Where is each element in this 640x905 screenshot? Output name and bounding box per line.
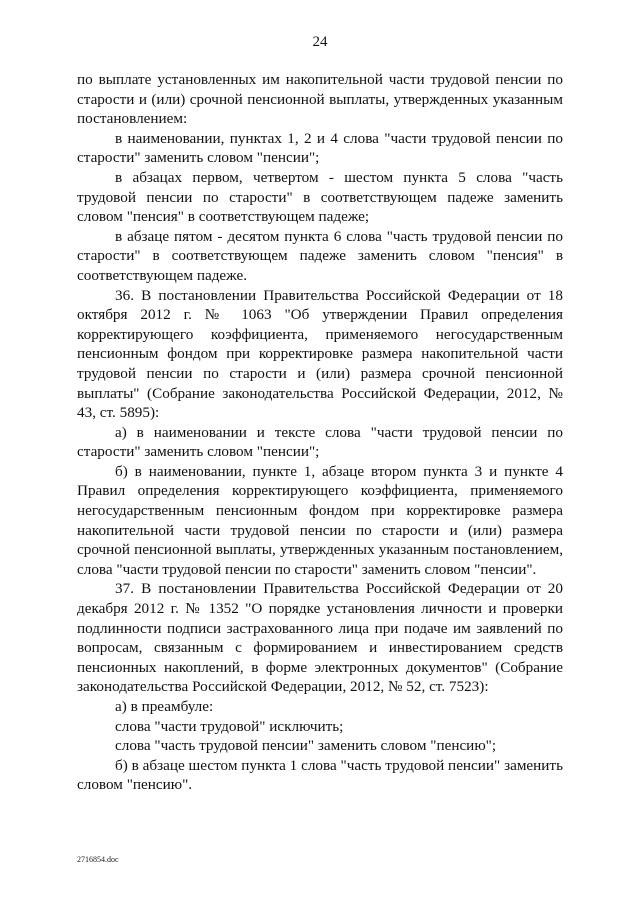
paragraph: слова "часть трудовой пенсии" заменить словом "пенсию"; bbox=[115, 737, 497, 755]
paragraph: по выплате установленных им накопительной части трудовой пенсии по старости и (или) срочной пенсионной выплаты, утвержденных указанным постановлением: bbox=[77, 71, 563, 128]
document-file-code: 2716854.doc bbox=[77, 855, 119, 864]
paragraph: а) в преамбуле: bbox=[115, 698, 214, 715]
paragraph: в наименовании, пунктах 1, 2 и 4 слова "части трудовой пенсии по старости" заменить словом "пенсии"; bbox=[77, 129, 563, 167]
paragraph: 37. В постановлении Правительства Российской Федерации от 20 декабря 2012 г. № 1352 "О порядке установления личности и проверки подлинности подписи застрахованного лица при подаче им заявлений по вопросам, связанным с формированием и инвестированием средств пенсионных накоплений, в форме электронных документов" (Собрание законодательства Российской Федерации, 2012, № 52, ст. 7523): bbox=[77, 580, 563, 696]
paragraph: а) в наименовании и тексте слова "части трудовой пенсии по старости" заменить словом "пенсии"; bbox=[77, 423, 563, 461]
paragraph: 36. В постановлении Правительства Российской Федерации от 18 октября 2012 г. № 1063 "Об утверждении Правил определения корректирующего коэффициента, применяемого негосударственным пенсионным фондом при корректировке размера накопительной части трудовой пенсии по старости и (или) размера срочной пенсионной выплаты" (Собрание законодательства Российской Федерации, 2012, № 43, ст. 5895): bbox=[77, 286, 563, 422]
paragraph: б) в наименовании, пункте 1, абзаце втором пункта 3 и пункте 4 Правил определения корректирующего коэффициента, применяемого негосударственным пенсионным фондом при корректировке размера накопительной части трудовой пенсии по старости и (или) размера срочной пенсионной выплаты, утвержденных указанным постановлением, слова "части трудовой пенсии по старости" заменить словом "пенсии". bbox=[77, 462, 563, 578]
page-number: 24 bbox=[312, 34, 328, 50]
document-body bbox=[77, 70, 563, 795]
paragraph: в абзаце пятом - десятом пункта 6 слова "часть трудовой пенсии по старости" в соответствующем падеже заменить словом "пенсия" в соответствующем падеже. bbox=[77, 227, 563, 284]
paragraph: в абзацах первом, четвертом - шестом пункта 5 слова "часть трудовой пенсии по старости" в соответствующем падеже заменить словом "пенсия" в соответствующем падеже; bbox=[77, 168, 563, 226]
paragraph: б) в абзаце шестом пункта 1 слова "часть трудовой пенсии" заменить словом "пенсию". bbox=[77, 756, 563, 794]
paragraph: слова "части трудовой" исключить; bbox=[115, 717, 344, 735]
